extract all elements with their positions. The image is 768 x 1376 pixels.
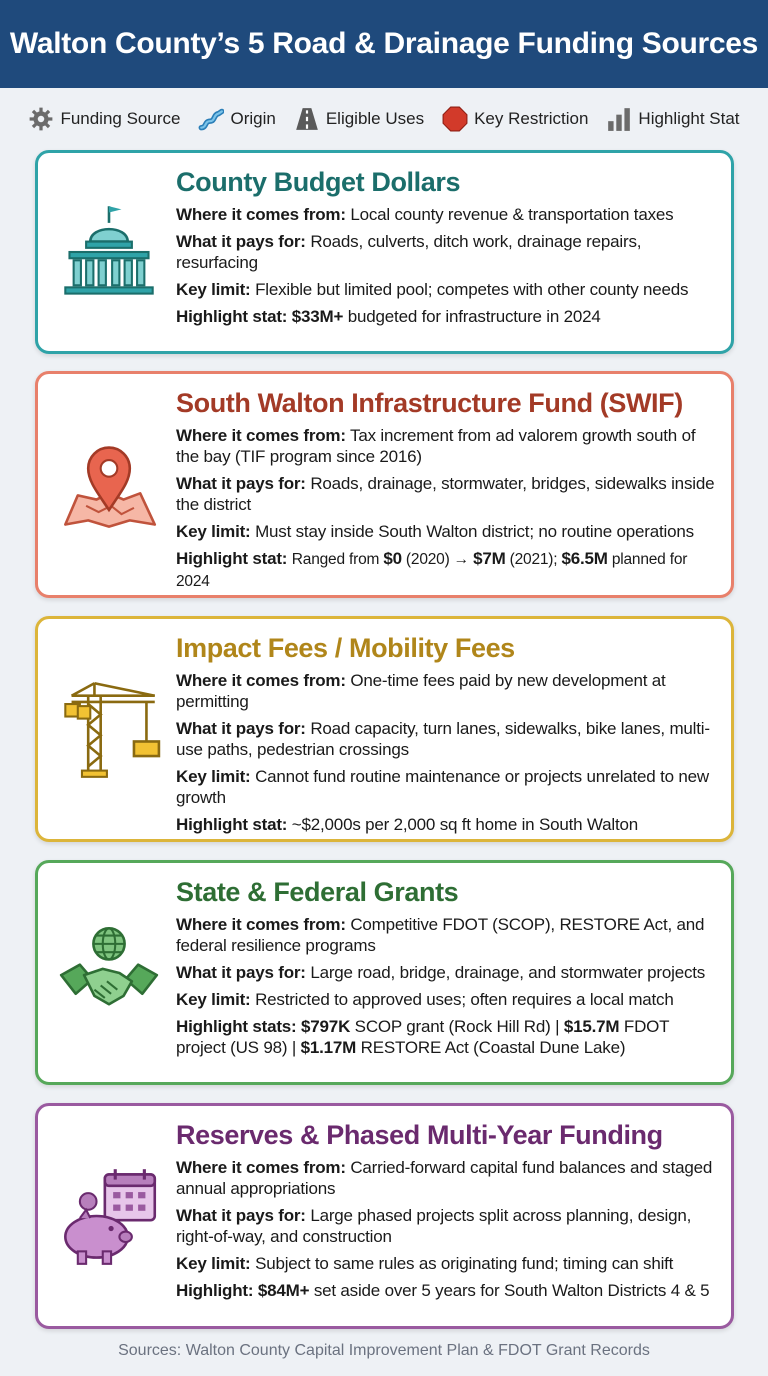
card-stat: Highlight stat: Ranged from $0 (2020) → $7M (2021); $6.5M planned for 2024: [176, 549, 688, 591]
card-limit: Key limit: Must stay inside South Walton district; no routine operations: [176, 522, 694, 542]
card-county-budget: [35, 150, 734, 354]
legend-highlight-stat: [606, 106, 739, 132]
card-impact-fees: [35, 616, 734, 842]
legend-origin: [198, 106, 275, 132]
card-where: Where it comes from: Competitive FDOT (SCOP), RESTORE Act, and federal resilience programs: [176, 915, 705, 956]
construction-crane-icon: [57, 677, 161, 781]
card-pays: What it pays for: Large road, bridge, drainage, and stormwater projects: [176, 963, 706, 983]
card-limit: Key limit: Flexible but limited pool; competes with other county needs: [176, 280, 689, 300]
card-where: Where it comes from: Carried-forward capital fund balances and staged annual appropriations: [176, 1158, 713, 1199]
card-title: County Budget Dollars: [176, 167, 461, 197]
card-swif: [35, 371, 734, 598]
legend: [0, 88, 768, 150]
gear-icon: [28, 106, 54, 132]
card-where: Where it comes from: Local county revenue & transportation taxes: [176, 205, 674, 225]
card-where: Where it comes from: One-time fees paid by new development at permitting: [176, 671, 666, 712]
page-title: Walton County’s 5 Road & Drainage Funding Sources: [0, 0, 768, 88]
sources-footer: Sources: Walton County Capital Improvement Plan & FDOT Grant Records: [118, 1342, 650, 1359]
river-icon: [198, 106, 224, 132]
legend-funding-source: [28, 106, 180, 132]
card-pays: What it pays for: Road capacity, turn lanes, sidewalks, bike lanes, multi-use paths, pedestrian crossings: [176, 719, 710, 760]
card-pays: What it pays for: Roads, drainage, stormwater, bridges, sidewalks inside the district: [176, 474, 715, 515]
card-reserves: [35, 1103, 734, 1329]
card-title: Reserves & Phased Multi-Year Funding: [176, 1120, 663, 1150]
card-title: South Walton Infrastructure Fund (SWIF): [176, 388, 683, 418]
bar-chart-icon: [606, 106, 632, 132]
legend-eligible-uses: [294, 106, 424, 132]
card-title: Impact Fees / Mobility Fees: [176, 633, 515, 663]
card-title: State & Federal Grants: [176, 877, 459, 907]
legend-label: Origin: [230, 109, 276, 128]
card-limit: Key limit: Cannot fund routine maintenance or projects unrelated to new growth: [176, 767, 709, 808]
card-where: Where it comes from: Tax increment from ad valorem growth south of the bay (TIF program since 2016): [176, 426, 696, 467]
legend-label: Key Restriction: [474, 109, 589, 128]
legend-label: Funding Source: [60, 109, 181, 128]
card-stat: Highlight stat: ~$2,000s per 2,000 sq ft home in South Walton: [176, 815, 638, 835]
legend-label: Highlight Stat: [638, 109, 740, 128]
handshake-globe-icon: [57, 921, 161, 1025]
card-pays: What it pays for: Large phased projects split across planning, design, right-of-way, and construction: [176, 1206, 692, 1247]
card-limit: Key limit: Subject to same rules as originating fund; timing can shift: [176, 1254, 674, 1274]
capitol-building-icon: [57, 200, 161, 304]
card-stat: Highlight stat: $33M+ budgeted for infrastructure in 2024: [176, 307, 601, 327]
card-grants: [35, 860, 734, 1085]
map-pin-icon: [57, 433, 161, 537]
legend-key-restriction: [442, 106, 588, 132]
card-stat: Highlight: $84M+ set aside over 5 years for South Walton Districts 4 & 5: [176, 1281, 710, 1301]
card-pays: What it pays for: Roads, culverts, ditch work, drainage repairs, resurfacing: [176, 232, 642, 273]
card-stat: Highlight stats: $797K SCOP grant (Rock Hill Rd) | $15.7M FDOT project (US 98) | $1.17M RESTORE Act (Coastal Dune Lake): [176, 1017, 670, 1058]
road-icon: [294, 106, 320, 132]
card-limit: Key limit: Restricted to approved uses; often requires a local match: [176, 990, 674, 1010]
legend-label: Eligible Uses: [325, 109, 425, 128]
piggy-bank-calendar-icon: [57, 1164, 161, 1268]
stop-sign-icon: [442, 106, 468, 132]
